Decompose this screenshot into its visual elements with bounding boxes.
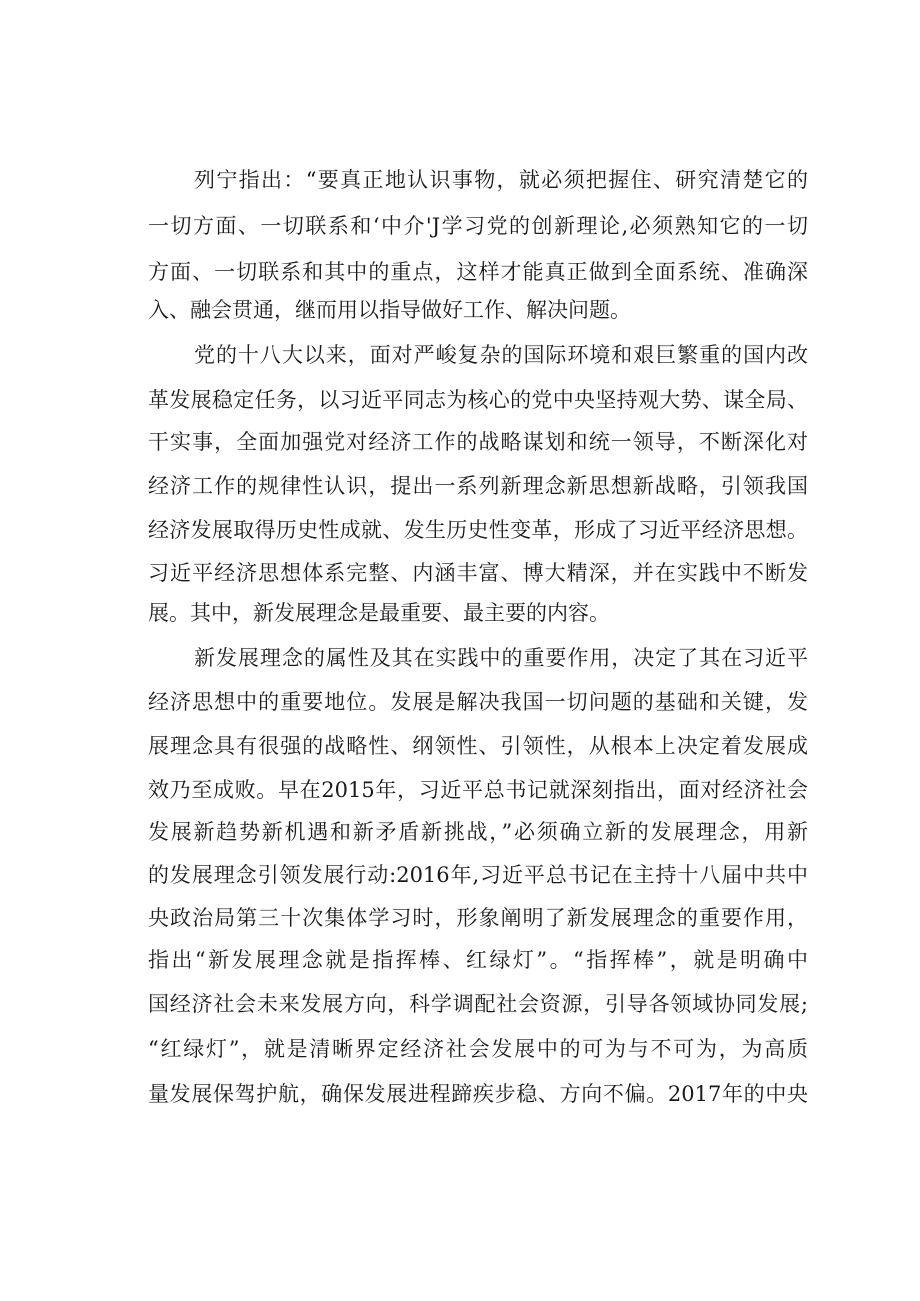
paragraph-2-line-5: 经济发展取得历史性成就、发生历史性变革，形成了习近平经济思想。 [148, 518, 808, 542]
paragraph-2-line-2: 革发展稳定任务，以习近平同志为核心的党中央坚持观大势、谋全局、 [148, 388, 808, 412]
paragraph-2-line-7: 展。其中，新发展理念是最重要、最主要的内容。 [148, 601, 610, 625]
paragraph-3-line-1: 新发展理念的属性及其在实践中的重要作用，决定了其在习近平 [194, 646, 808, 670]
paragraph-2-line-4: 经济工作的规律性认识，提出一系列新理念新思想新战略，引领我国 [148, 474, 808, 498]
paragraph-3-line-7: 央政治局第三十次集体学习时，形象阐明了新发展理念的重要作用， [148, 906, 808, 930]
paragraph-3-line-6: 的发展理念引领发展行动:2016年,习近平总书记在主持十八届中共中 [148, 863, 808, 887]
paragraph-1-line-3: 方面、一切联系和其中的重点，这样才能真正做到全面系统、准确深 [148, 260, 808, 284]
paragraph-1-line-2: 一切方面、一切联系和‘中介'J学习党的创新理论,必须熟知它的一切 [148, 214, 808, 238]
paragraph-2-line-1: 党的十八大以来，面对严峻复杂的国际环境和艰巨繁重的国内改 [194, 343, 808, 367]
paragraph-3-line-5: 发展新趋势新机遇和新矛盾新挑战，”必须确立新的发展理念，用新 [148, 820, 808, 844]
paragraph-3-line-4: 效乃至成败。早在2015年，习近平总书记就深刻指出，面对经济社会 [148, 778, 808, 802]
paragraph-3-line-9: 国经济社会未来发展方向，科学调配社会资源，引导各领域协同发展; [148, 992, 808, 1016]
paragraph-3-line-8: 指出“新发展理念就是指挥棒、红绿灯”。“指挥棒”，就是明确中 [148, 948, 808, 972]
paragraph-1-line-1: 列宁指出：“要真正地认识事物，就必须把握住、研究清楚它的 [194, 168, 808, 192]
paragraph-3-line-3: 展理念具有很强的战略性、纲领性、引领性，从根本上决定着发展成 [148, 734, 808, 758]
paragraph-2-line-6: 习近平经济思想体系完整、内涵丰富、博大精深，并在实践中不断发 [148, 561, 808, 585]
paragraph-3-line-2: 经济思想中的重要地位。发展是解决我国一切问题的基础和关键，发 [148, 690, 808, 714]
paragraph-3-line-10: “红绿灯”，就是清晰界定经济社会发展中的可为与不可为，为高质 [148, 1037, 808, 1061]
paragraph-3-line-11: 量发展保驾护航，确保发展进程蹄疾步稳、方向不偏。2017年的中央 [148, 1082, 808, 1106]
paragraph-1-line-4: 入、融会贯通，继而用以指导做好工作、解决问题。 [148, 298, 631, 322]
paragraph-2-line-3: 干实事，全面加强党对经济工作的战略谋划和统一领导，不断深化对 [148, 430, 808, 454]
